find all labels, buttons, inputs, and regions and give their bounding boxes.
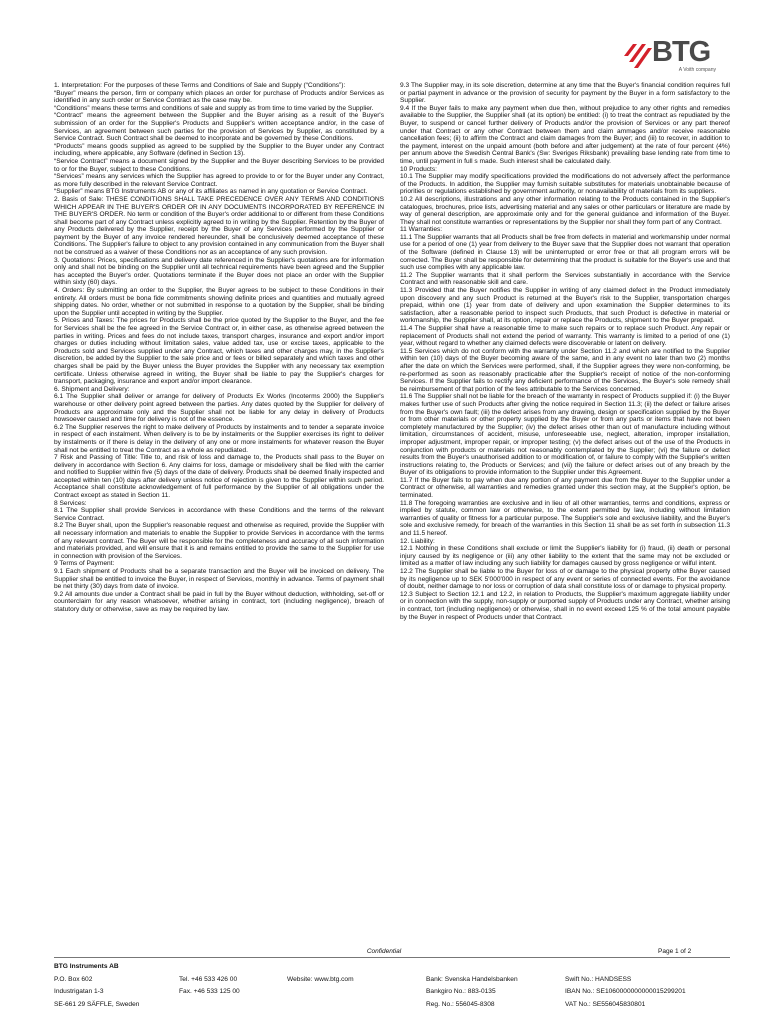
terms-paragraph: 2. Basis of Sale: THESE CONDITIONS SHALL TAKE PRECEDENCE OVER ANY TERMS AND CONDITIONS WHICH APPEAR IN THE BUYER'S ORDER OR IN ANY DOCUMENTS INCORPORATED BY REFERENCE IN THE BUYER'S ORDER. No term or condition of the Buyer's order additional to or different from these Conditions shall become part of any Contract unless explicitly agreed to in writing by the Supplier. Retention by the Buyer of any Products delivered by the Supplier, receipt by the Buyer of any Services performed by the Supplier or payment by the Buyer of any invoice rendered hereunder, shall be conclusively deemed acceptance of these Conditions. The Supplier's failure to object to any provision contained in any communication from the Buyer shall not be construed as a waiver of these Conditions nor as an acceptance of any such provision.	[54, 195, 384, 257]
terms-right-column	[400, 82, 730, 621]
iban-line: IBAN No.: SE1060000000000015299201	[565, 988, 686, 995]
terms-paragraph: 9 Terms of Payment:	[54, 560, 115, 568]
terms-paragraph: “Services” means any services which the Supplier has agreed to provide to or for the Buyer under any Contract, as more fully described in the relevant Service Contract.	[54, 173, 384, 188]
terms-paragraph: 11.6 The Supplier shall not be liable for the breach of the warranty in respect of Products supplied if: (i) the Buyer makes further use of such Products after giving the notice required in Section 11.3; (ii) the defect or failure arises from the Buyer's own fault; (iii) the defect arises from any drawing, design or specification supplied by the Buyer or from other materials or other property supplied by the Buyer or from any parts or items that have not been completely manufactured by the Supplier; (iv) the defect arises other than out of manufacture including without limitation, circumstances of accident, misuse, unforeseeable use, neglect, alteration, improper installation, improper adjustment, improper repair, or improper testing; (v) the defect arises out of the use of the Products in conjunction with products or materials not reasonably contemplated by the Supplier; (vi) the failure or defect results from the Buyer's unauthorised addition to or modification of, or failure to comply with the Supplier's written instructions relating to, the Products or Services; and (vii) the failure or defect arises out of any breach by the Buyer of its obligations to provide information to the Supplier under this Agreement.	[400, 393, 730, 477]
btg-logo	[624, 36, 716, 76]
terms-paragraph: “Products” means goods supplied as agreed to be supplied by the Supplier to the Buyer under any Contract including, where applicable, any Software (defined in Section 13).	[54, 142, 384, 158]
terms-paragraph: 11 Warranties:	[400, 226, 443, 234]
terms-left-column	[54, 82, 384, 614]
terms-paragraph: 9.4 If the Buyer fails to make any payment when due then, without prejudice to any other rights and remedies available to the Supplier, the Supplier shall (at its option) be entitled: (i) to treat the contract as repudiated by the Buyer, to suspend or cancel further delivery of Products and/or the provision of Services or any part thereof under that Contract or any other Contract between them and claim ammages and/or receive reasonable cancellation fees; (ii) to affirm the Contract and claim damages from the Buyer; and (iii) to recover, in addition to the payment, interest on the unpaid amount (both before and after judgement) at the rate of four percent (4%) per annum above the Swedish Central Bank's (Sw: Sveriges Riksbank) prevailing base lending rate from time to time, until payment in full s made. Such interest shall be calculated daily.	[400, 104, 730, 165]
terms-paragraph: “Supplier” means BTG Instruments AB or any of its affiliates as named in any quotation or Service Contract.	[54, 188, 368, 196]
terms-paragraph: 11.5 Services which do not conform with the warranty under Section 11.2 and which are notified to the Supplier within ten (10) days of the Buyer becoming aware of the same, and in any event no later than two (2) months after the date on which the Services were performed, shall, if the Supplier agrees they were non-conforming, be re-performed as soon as reasonably practicable after the Supplier's receipt of notice of the non-conforming Services. If the Supplier fails to rectify any deficient performance of the Services, the Buyer's sole remedy shall be reimbursement of that portion of the fees attributable to the Services concerned.	[400, 347, 730, 393]
terms-paragraph: 11.4 The Supplier shall have a reasonable time to make such repairs or to replace such Product. Any repair or replacement of Products shall not extend the period of warranty. This warranty is limited to a period of one (1) year, without regard to whether any claimed defects were discoverable or latent on delivery.	[400, 325, 730, 348]
footer-divider	[54, 957, 730, 958]
terms-paragraph: 11.8 The foregoing warranties are exclusive and in lieu of all other warranties, terms and conditions, express or implied by statute, common law or otherwise, to the extent permitted by law, including without limitation warranties of quality or fitness for a particular purpose. The Supplier's sole and exclusive liability, and the Buyer's sole and exclusive remedy, for breach of the warranties in this Section 11 shall be as set forth in subsection 11.3 and 11.5 hereof.	[400, 499, 730, 538]
terms-paragraph: 12.1 Nothing in these Conditions shall exclude or limit the Supplier's liability for (i) fraud, (ii) death or personal injury caused by its negligence or (iii) any other liability to the extent that the same may not be excluded or limited as a matter of law including any such liability for damages caused by gross negligence or wilful intent.	[400, 545, 730, 568]
vat-line: VAT No.: SE556045830801	[565, 1000, 646, 1008]
terms-paragraph: 6. Shipment and Delivery:	[54, 385, 130, 393]
terms-paragraph: 11.7 If the Buyer fails to pay when due any portion of any payment due from the Buyer to the Supplier under a Contract or otherwise, all warranties and remedies granted under this section may, at the Supplier's option, be terminated.	[400, 476, 730, 500]
bankgiro-line: Bankgiro No.: 883-0135	[426, 988, 496, 995]
footer-phone-block	[179, 974, 240, 999]
terms-paragraph: 10.1 The Supplier may modify specifications provided the modifications do not adversely affect the performance of the Products. In addition, the Supplier may furnish suitable substitutes for materials unobtainable because of priorities or regulations established by government authority, or nonavailability of materials from its suppliers.	[400, 173, 730, 196]
bank-line: Bank: Svenska Handelsbanken	[426, 975, 518, 983]
fax-line: Fax. +46 533 125 00	[179, 988, 240, 995]
company-name: BTG Instruments AB	[54, 963, 119, 970]
terms-paragraph: 9.3 The Supplier may, in its sole discretion, determine at any time that the Buyer's financial condition requires full or partial payment in advance or the provision of security for payment by the Buyer in a form satisfactory to the Supplier.	[400, 82, 730, 105]
terms-paragraph: “Contract” means the agreement between the Supplier and the Buyer arising as a result of the Buyer's submission of an order for the Supplier's Products and Supplier's written acceptance and/or, in the case of Services, an agreement between such parties for the provision of Services by Supplier, as constituted by a Service Contract. Such Contract shall be deemed to incorporate and be governed by these Conditions.	[54, 112, 384, 143]
terms-paragraph: 11.2 The Supplier warrants that it shall perform the Services substantially in accordance with the Service Contract and with reasonable skill and care.	[400, 271, 730, 287]
website-link[interactable]: Website: www.btg.com	[287, 975, 354, 983]
brand-name: BTG	[652, 36, 711, 68]
address-line: Industrigatan 1-3	[54, 988, 104, 995]
terms-paragraph: 1. Interpretation: For the purposes of these Terms and Conditions of Sale and Supply (“Conditions”):	[54, 82, 346, 89]
footer-bank-block	[426, 974, 518, 1012]
terms-paragraph: 7 Risk and Passing of Title: Title to, and risk of loss and damage to, the Products shall pass to the Buyer on delivery in accordance with Section 6. Any claims for loss, damage or misdelivery shall be filed with the carrier and notified to Supplier within five (5) days of the date of delivery. Products shall be deemed finally inspected and accepted within ten (10) days after delivery unless notice of rejection is given to the Supplier within such period. Acceptance shall constitute acknowledgement of full performance by the Supplier of all obligations under the Contract except as stated in Section 11.	[54, 454, 384, 500]
terms-paragraph: 3. Quotations: Prices, specifications and delivery date referenced in the Supplier's quotations are for information only and shall not be binding on the Supplier until all technical requirements have been agreed and the Supplier has accepted the Buyer's order. Quotations terminate if the Buyer does not place an order with the Supplier within sixty (60) days.	[54, 256, 384, 287]
terms-paragraph: 6.1 The Supplier shall deliver or arrange for delivery of Products Ex Works (Incoterms 2000) the Supplier's warehouse or other delivery point agreed between the parties. Any dates quoted by the Supplier for delivery of Products are approximate only and the Supplier shall not be liable for any delay in delivery of Products howsoever caused and time for delivery is not of the essence.	[54, 393, 384, 424]
page-number: Page 1 of 2	[658, 948, 692, 955]
terms-paragraph: 8.2 The Buyer shall, upon the Supplier's reasonable request and otherwise as required, provide the Supplier with all necessary information and materials to enable the Supplier to provide Services in accordance with the terms of any relevant contract. The Buyer will be responsible for the completeness and accuracy of all such information and materials provided, and will ensure that it is and remains entitled to provide the same to the Supplier for use in connection with provision of the Services.	[54, 522, 384, 560]
reg-no-line: Reg. No.: 556045-8308	[426, 1000, 495, 1008]
terms-paragraph: 11.3 Provided that the Buyer notifies the Supplier in writing of any claimed defect in the Product immediately upon discovery and any such Product is returned at the Buyer's risk to the Supplier, transportation charges prepaid, within one (1) year from date of delivery and upon examination the Supplier determines to its satisfaction, after a reasonable period to inspect such Products, that such Product is defective in material or workmanship, the Supplier shall, at its option, repair or replace the Products, shipment to the Buyer prepaid.	[400, 287, 730, 325]
terms-paragraph: 5. Prices and Taxes: The prices for Products shall be the price quoted by the Supplier to the Buyer, and the fee for Services shall be the fee agreed in the Service Contract or, in either case, as otherwise agreed between the parties in writing. Prices and fees do not include taxes, transport charges, insurance and export and/or import charges or duties including without limitation sales, value added tax, use or excise taxes, applicable to the Products sold and Services supplied under any Contract, which taxes and other charges may, in the Supplier's discretion, be added by the Supplier to the sale price and or fees or billed separately and which taxes and other charges shall be paid by the Buyer unless the Buyer provides the Supplier with any necessary tax exemption certificate. Unless otherwise agreed in writing, the Buyer shall be liable to pay the Supplier's charges for transport, packaging, insurance and export and/or import clearance.	[54, 317, 384, 386]
terms-paragraph: 12.3 Subject to Section 12.1 and 12.2, in relation to Products, the Supplier's maximum aggregate liability under or in connection with the supply, non-supply or purported supply of Products under any Contract, whether arising in contract, tort (including negligence) or otherwise, shall in no event exceed 125 % of the total amount payable by the Buyer in respect of Products under that Contract.	[400, 590, 730, 621]
btg-logo-mark-icon	[624, 38, 654, 68]
terms-paragraph: 10.2 All descriptions, illustrations and any other information relating to the Products contained in the Supplier's catalogues, brochures, price lists, advertising material and any sales or other particulars or literature are made by way of general description, are approximate only and for the general guidance and information of the Buyer. They shall not constitute warranties or representations by the Supplier nor shall they form part of any Contract.	[400, 195, 730, 226]
terms-paragraph: 6.2 The Supplier reserves the right to make delivery of Products by instalments and to tender a separate invoice in respect of each instalment. When delivery is to be by instalments or the Supplier exercises its right to deliver by instalments or if there is delay in the delivery of any one or more instalments for whatever reason the Buyer shall not be entitled to treat the Contract as a whole as repudiated.	[54, 423, 384, 454]
terms-paragraph: “Service Contract” means a document signed by the Supplier and the Buyer describing Services to be provided to or for the Buyer, subject to these Conditions.	[54, 157, 384, 173]
footer-address-block	[54, 961, 139, 1011]
terms-paragraph: 8 Services:	[54, 499, 87, 507]
footer-codes-block	[565, 974, 686, 1012]
address-line: SE-661 29 SÄFFLE, Sweden	[54, 1000, 140, 1008]
phone-line: Tel. +46 533 426 00	[179, 975, 238, 983]
confidential-label: Confidential	[366, 948, 402, 955]
terms-paragraph: 9.1 Each shipment of Products shall be a separate transaction and the Buyer will be invoiced on delivery. The Supplier shall be entitled to invoice the Buyer, in respect of Services, monthly in advance. Terms of payment shall be net thirty (30) days from date of invoice.	[54, 568, 384, 591]
footer-website-block	[287, 974, 354, 987]
terms-paragraph: 10 Products:	[400, 165, 438, 173]
terms-paragraph: 12.2 The Supplier shall be liable to the Buyer for loss of or damage to the physical property ofthe Buyer caused by its negligence up to SEK 5'000'000 in respect of any event or series of connected events. For the avoidance of doubt, neither damage to nor loss or corruption of data shall constitute loss of or damage to physical property.	[400, 568, 730, 591]
swift-line: Swift No.: HANDSESS	[565, 975, 632, 983]
address-line: P.O. Box 602	[54, 975, 93, 983]
terms-paragraph: 9.2 All amounts due under a Contract shall be paid in full by the Buyer without deduction, withholding, set-off or counterclaim for any reason whatsoever, whether arising in contract, tort (including negligence), breach of statutory duty or otherwise, save as may be required by law.	[54, 590, 384, 613]
terms-paragraph: 11.1 The Supplier warrants that all Products shall be free from defects in material and workmanship under normal use for a period of one (1) year from delivery to the Buyer save that the Supplier does not warrant that operation of the Software (defined in Clause 13) will be uninterrupted or error free or that all program errors will be corrected. The Buyer shall be responsible for determining that the product is suitable for the Buyer's use and that such use complies with any applicable law.	[400, 233, 730, 272]
terms-paragraph: “Buyer” means the person, firm or company which places an order for purchase of Products and/or Services as identified in any such order or Service Contract as the case may be.	[54, 89, 384, 105]
brand-tagline: A Voith company	[678, 67, 716, 73]
terms-paragraph: 12. Liability:	[400, 537, 435, 545]
terms-paragraph: “Conditions” means these terms and conditions of sale and supply as from time to time varied by the Supplier.	[54, 104, 374, 112]
terms-paragraph: 8.1 The Supplier shall provide Services in accordance with these Conditions and the terms of the relevant Service Contract.	[54, 507, 384, 522]
terms-paragraph: 4. Orders: By submitting an order to the Supplier, the Buyer agrees to be subject to these Conditions in their entirety. All orders must be bona fide commitments showing definite prices and quantities and mutually agreed shipping dates. No order, whether or not submitted in response to a quotation by the Supplier, shall be binding upon the Supplier until accepted in writing by the Supplier.	[54, 287, 384, 317]
